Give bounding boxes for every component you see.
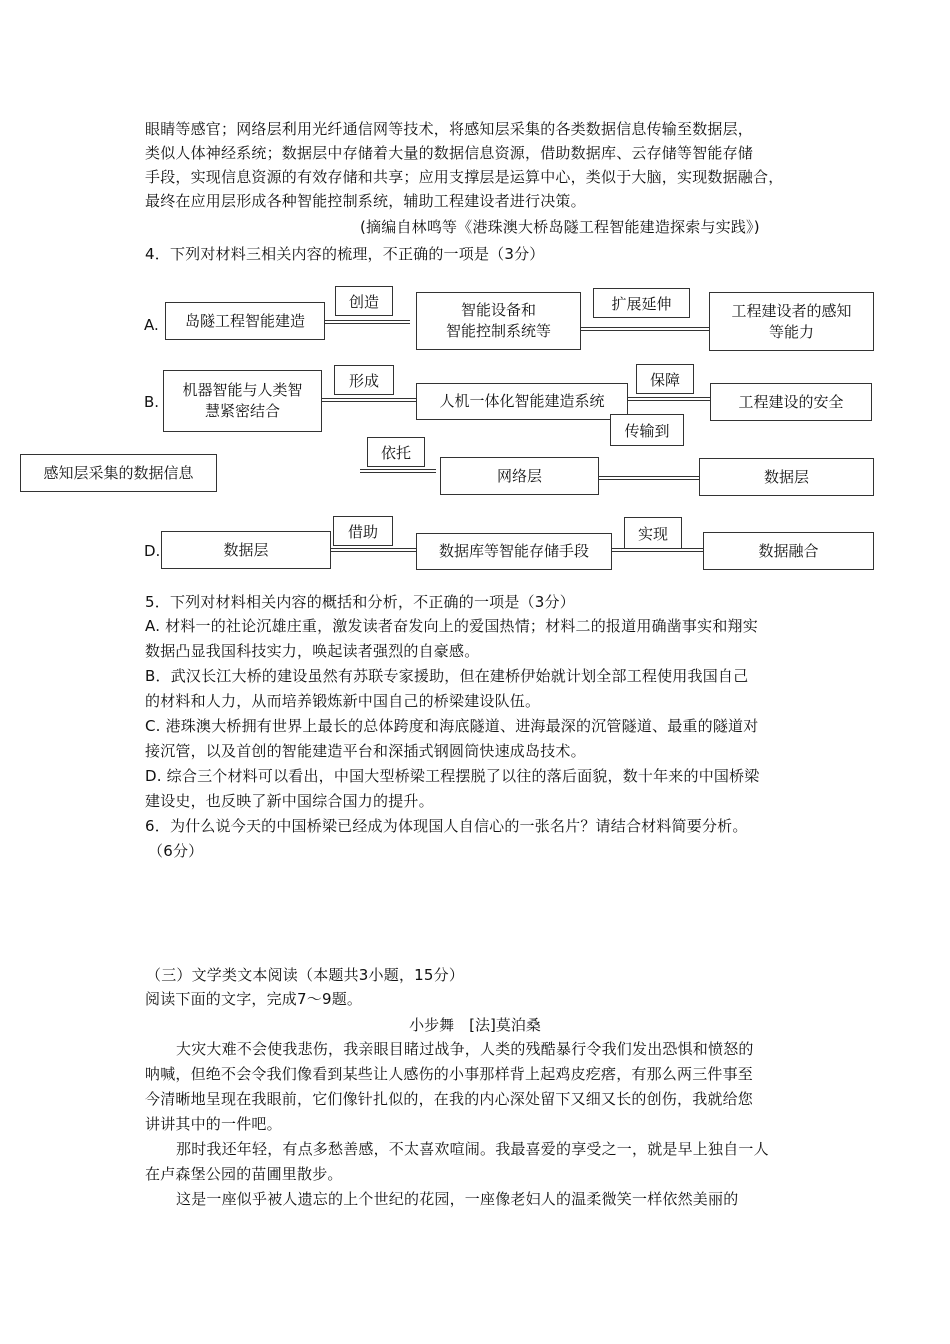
option-a-letter: A. [144, 316, 159, 334]
q4-stem: 4．下列对材料三相关内容的梳理，不正确的一项是（3分） [145, 245, 545, 263]
diagram-d-box2 [416, 533, 612, 570]
intro-line: 最终在应用层形成各种智能控制系统，辅助工程建设者进行决策。 [145, 192, 586, 210]
diagram-b-label3 [610, 414, 684, 446]
section-heading: （三）文学类文本阅读（本题共3小题，15分） [146, 966, 465, 984]
box-text: 数据层 [763, 467, 809, 486]
box-text: 网络层 [496, 466, 542, 485]
diagram-c-label1 [367, 437, 425, 467]
paragraph-line: 这是一座似乎被人遗忘的上个世纪的花园，一座像老妇人的温柔微笑一样依然美丽的 [176, 1190, 739, 1208]
diagram-d-label2 [624, 517, 682, 549]
story-title: 小步舞 [法]莫泊桑 [409, 1016, 541, 1034]
diagram-b-connector2 [628, 397, 710, 401]
q6-points: （6分） [148, 842, 204, 860]
q5-option-line: 数据凸显我国科技实力，唤起读者强烈的自豪感。 [145, 642, 480, 660]
diagram-b-box2 [416, 383, 628, 420]
label-text: 传输到 [624, 421, 670, 440]
diagram-b-box1 [163, 370, 322, 432]
paragraph-line: 大灾大难不会使我悲伤，我亲眼目睹过战争，人类的残酷暴行令我们发出恐惧和愤怒的 [176, 1040, 754, 1058]
diagram-c-connector1 [360, 469, 436, 473]
box-text: 数据层 [223, 540, 269, 559]
diagram-a-connector1 [325, 320, 410, 324]
q6-stem: 6．为什么说今天的中国桥梁已经成为体现国人自信心的一张名片？请结合材料简要分析。 [145, 817, 748, 835]
section-instruction: 阅读下面的文字，完成7～9题。 [145, 990, 363, 1008]
diagram-b-connector1 [322, 398, 416, 402]
diagram-b-label1 [334, 365, 394, 395]
diagram-a-label1 [335, 286, 393, 316]
q5-option-line: 接沉管，以及首创的智能建造平台和深插式钢圆筒快速成岛技术。 [145, 742, 586, 760]
q5-stem: 5．下列对材料相关内容的概括和分析，不正确的一项是（3分） [145, 593, 575, 611]
option-b-letter: B. [144, 393, 160, 411]
diagram-d-connector1 [331, 548, 416, 552]
diagram-b-label2 [636, 364, 694, 394]
box-text: 慧紧密结合 [204, 402, 280, 420]
diagram-a-connector2 [581, 327, 709, 331]
box-text: 人机一体化智能建造系统 [439, 392, 605, 410]
q5-option-line: C. 港珠澳大桥拥有世界上最长的总体跨度和海底隧道、进海最深的沉管隧道、最重的隧道对 [145, 717, 759, 735]
box-text: 感知层采集的数据信息 [43, 463, 194, 482]
box-text: 等能力 [768, 322, 814, 341]
box-text: 工程建设者的感知 [731, 301, 852, 320]
source-note: (摘编自林鸣等《港珠澳大桥岛隧工程智能建造探索与实践》) [360, 218, 760, 236]
diagram-b-box3 [710, 383, 872, 421]
label-text: 实现 [637, 524, 668, 543]
intro-line: 手段，实现信息资源的有效存储和共享；应用支撑层是运算中心，类似于大脑，实现数据融合， [145, 168, 784, 186]
paragraph-line: 在卢森堡公园的苗圃里散步。 [145, 1165, 343, 1183]
intro-line: 类似人体神经系统；数据层中存储着大量的数据信息资源，借助数据库、云存储等智能存储 [145, 144, 754, 162]
diagram-a-label2 [593, 288, 690, 318]
label-text: 保障 [649, 370, 680, 389]
q5-option-line: 的材料和人力，从而培养锻炼新中国自己的桥梁建设队伍。 [145, 692, 541, 710]
paragraph-line: 今清晰地呈现在我眼前，它们像针扎似的，在我的内心深处留下又细又长的创伤，我就给您 [145, 1090, 754, 1108]
box-text: 工程建设的安全 [738, 392, 844, 411]
paragraph-line: 呐喊，但绝不会令我们像看到某些让人感伤的小事那样背上起鸡皮疙瘩，有那么两三件事至 [145, 1065, 754, 1083]
intro-line: 眼睛等感官；网络层利用光纤通信网等技术，将感知层采集的各类数据信息传输至数据层， [145, 120, 754, 138]
diagram-d-box1 [161, 531, 331, 569]
diagram-a-box1 [165, 302, 325, 340]
diagram-d-box3 [703, 532, 874, 570]
paragraph-line: 讲讲其中的一件吧。 [145, 1115, 282, 1133]
q5-option-line: 建设史，也反映了新中国综合国力的提升。 [145, 792, 434, 810]
label-text: 形成 [348, 371, 379, 390]
label-text: 依托 [380, 443, 411, 462]
box-text: 数据融合 [758, 541, 819, 560]
q5-option-line: D. 综合三个材料可以看出，中国大型桥梁工程摆脱了以往的落后面貌，数十年来的中国桥梁 [145, 767, 760, 785]
label-text: 扩展延伸 [611, 294, 672, 313]
paragraph-line: 那时我还年轻，有点多愁善感，不太喜欢喧闹。我最喜爱的享受之一，就是早上独自一人 [176, 1140, 769, 1158]
diagram-c-box3 [699, 458, 874, 496]
q5-option-line: B．武汉长江大桥的建设虽然有苏联专家援助，但在建桥伊始就计划全部工程使用我国自己 [145, 667, 749, 685]
label-text: 借助 [347, 522, 378, 541]
box-text: 智能设备和 [460, 301, 536, 319]
diagram-c-connector2 [599, 476, 699, 480]
box-text: 数据库等智能存储手段 [438, 542, 589, 560]
box-text: 智能控制系统等 [445, 322, 551, 340]
option-d-letter: D. [144, 542, 161, 560]
diagram-d-label1 [333, 516, 393, 546]
q5-option-line: A. 材料一的社论沉雄庄重，激发读者奋发向上的爱国热情；材料二的报道用确凿事实和翔实 [145, 617, 758, 635]
label-text: 创造 [348, 292, 379, 311]
box-text: 岛隧工程智能建造 [184, 311, 305, 330]
diagram-c-box1 [20, 454, 217, 492]
diagram-c-box2 [440, 457, 599, 495]
diagram-a-box3 [709, 292, 874, 351]
diagram-a-box2 [416, 292, 581, 350]
box-text: 机器智能与人类智 [182, 381, 303, 399]
